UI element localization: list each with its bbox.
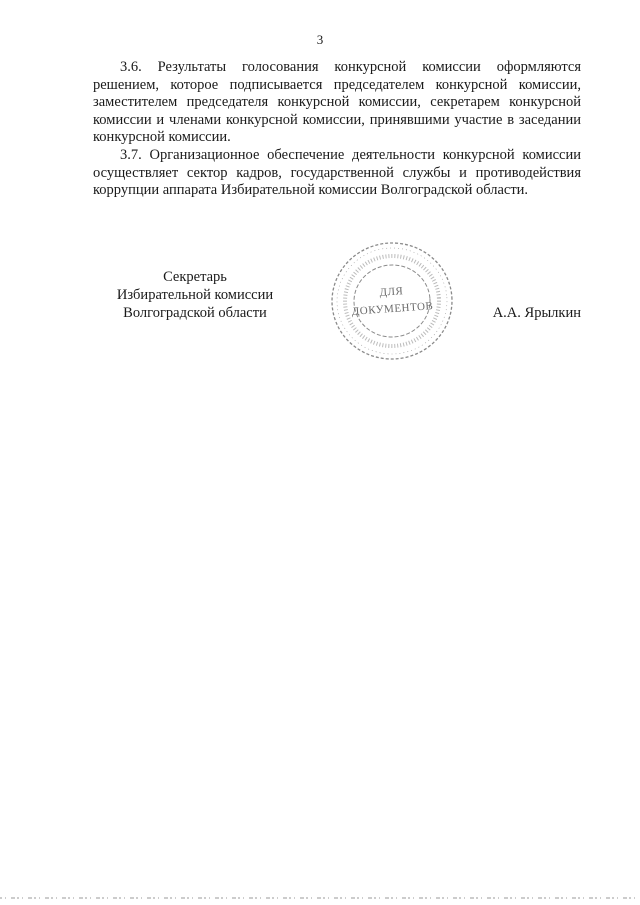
stamp-text-line: ДОКУМЕНТОВ: [351, 300, 434, 318]
signatory-title-line: Секретарь: [163, 269, 227, 285]
paragraph-3-7: 3.7. Организационное обеспечение деятельности конкурсной комиссии осуществляет сектор кадров, государственной службы и противодействия коррупции аппарата Избирательной комиссии Волгоградской области.: [93, 146, 581, 199]
stamp-text-line: ДЛЯ: [379, 285, 404, 299]
scan-edge-noise: [0, 895, 640, 901]
signatory-title: [100, 268, 290, 322]
signatory-title-line: Избирательной комиссии: [116, 287, 274, 303]
stamp-graphic: [325, 235, 459, 367]
round-stamp: [325, 235, 459, 367]
paragraph-3-6: 3.6. Результаты голосования конкурсной комиссии оформляются решением, которое подписывается председателем конкурсной комиссии, заместителем председателя конкурсной комиссии, секретарем конкурсной комиссии и членами конкурсной комиссии, принявшими участие в заседании конкурсной комиссии.: [93, 59, 581, 146]
signatory-name: А.А. Ярылкин: [492, 305, 581, 321]
page-number: 3: [316, 32, 324, 47]
document-body: [93, 59, 581, 200]
signatory-title-line: Волгоградской области: [123, 305, 267, 321]
